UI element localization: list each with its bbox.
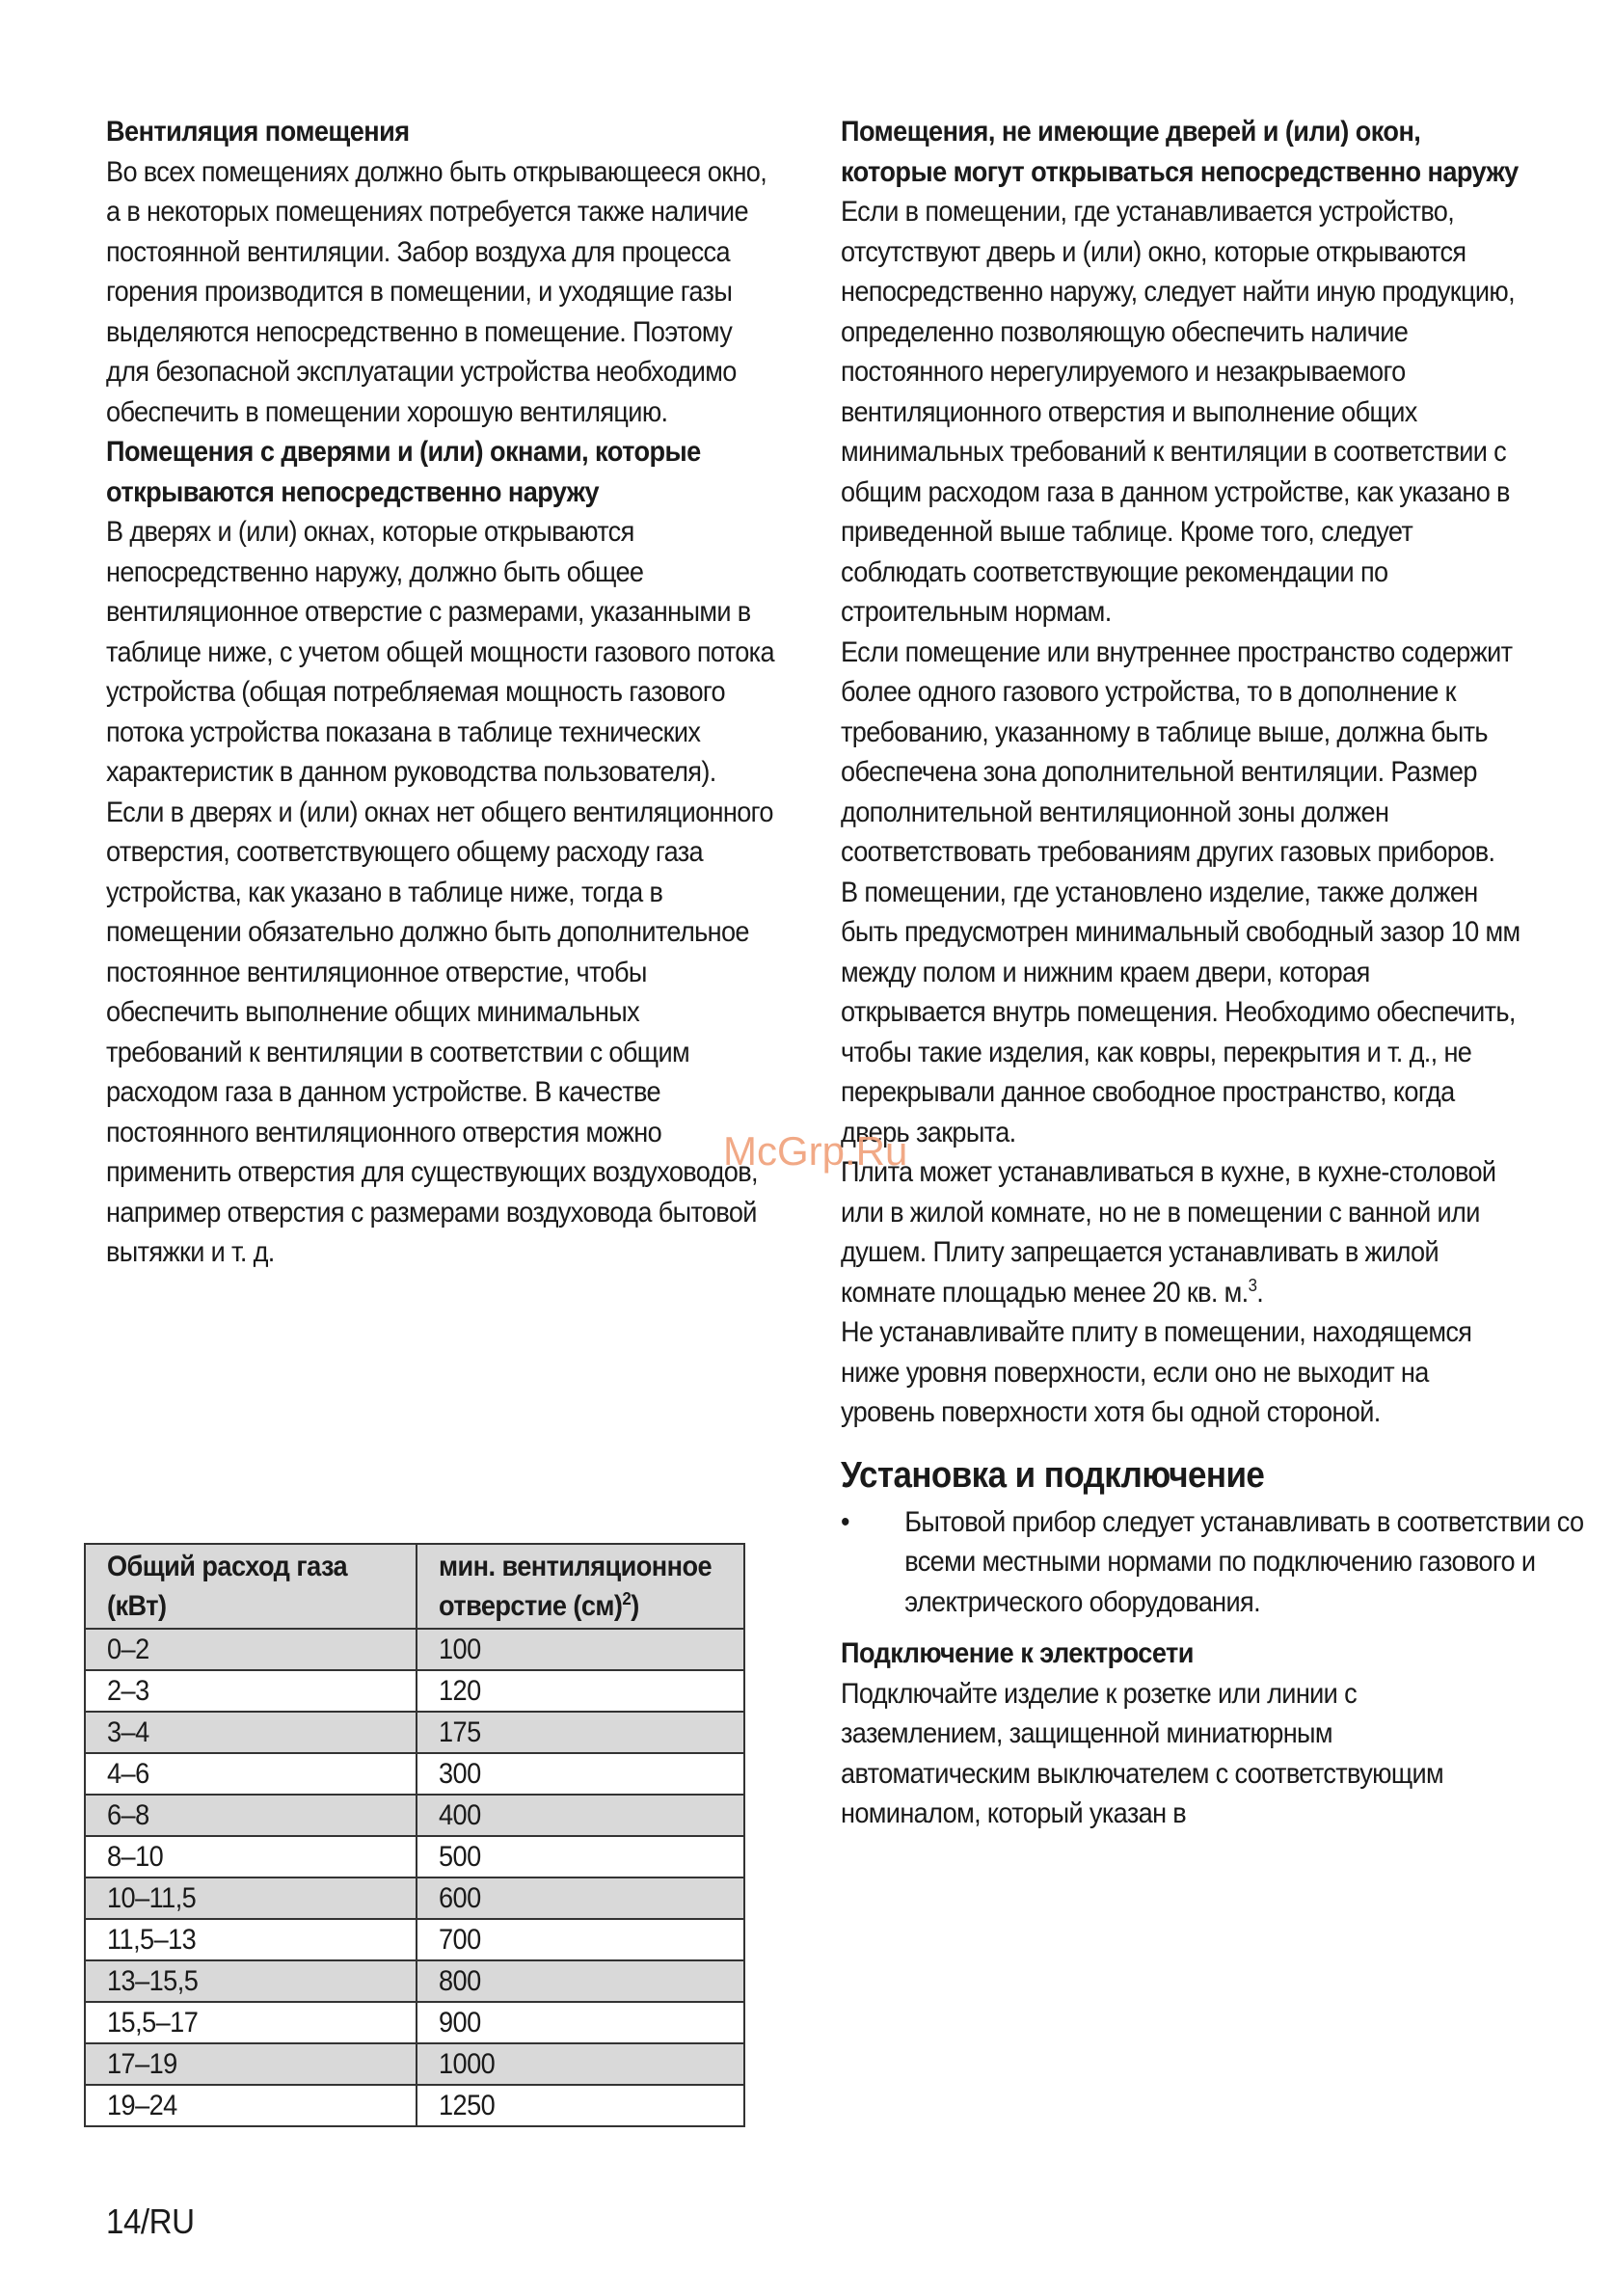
table-header-row xyxy=(85,1544,744,1629)
gas-consumption-cell: 19–24 xyxy=(85,2085,417,2126)
gas-consumption-cell: 8–10 xyxy=(85,1836,417,1877)
table-row xyxy=(85,1836,744,1877)
table-row xyxy=(85,1712,744,1753)
heading-electrical-connection: Подключение к электросети xyxy=(841,1637,1194,1669)
gas-consumption-cell: 10–11,5 xyxy=(85,1877,417,1919)
paragraph-door-gap: В помещении, где установлено изделие, также должен быть предусмотрен минимальный свободный зазор 10 мм между полом и нижним краем двери, которая открывается внутрь помещения. Необходимо обеспечить, чтобы такие изделия, как ковры, перекрытия и т. д., не перекрывали данное свободное пространство, когда дверь закрыта. xyxy=(841,876,1520,1148)
gas-consumption-cell: 6–8 xyxy=(85,1795,417,1836)
vent-opening-cell: 175 xyxy=(417,1712,744,1753)
vent-opening-cell: 1000 xyxy=(417,2043,744,2085)
ventilation-table xyxy=(84,1543,745,2127)
gas-consumption-cell: 3–4 xyxy=(85,1712,417,1753)
vent-opening-cell: 900 xyxy=(417,2002,744,2043)
table-row xyxy=(85,2002,744,2043)
gas-consumption-cell: 11,5–13 xyxy=(85,1919,417,1960)
vent-opening-cell: 100 xyxy=(417,1629,744,1670)
bullet-icon: • xyxy=(841,1505,849,1538)
vent-opening-cell: 1250 xyxy=(417,2085,744,2126)
paragraph-rooms-without-doors-windows: Если в помещении, где устанавливается устройство, отсутствуют дверь и (или) окно, которые открываются непосредственно наружу, следует найти иную продукцию, определенно позволяющую обеспечить наличие постоянного нерегулируемого и незакрываемого вентиляционного отверстия и выполнение общих минимальных требований к вентиляции в соответствии с общим расходом газа в данном устройстве, как указано в приведенной выше таблице. Кроме того, следует соблюдать соответствующие рекомендации по строительным нормам. xyxy=(841,196,1516,628)
watermark-logo: McGrp.Ru xyxy=(723,1128,908,1174)
heading-room-ventilation: Вентиляция помещения xyxy=(106,116,410,148)
heading-rooms-without-doors-windows: Помещения, не имеющие дверей и (или) окон, которые могут открываться непосредственно наружу xyxy=(841,116,1519,188)
paragraph-ventilation-intro: Во всех помещениях должно быть открывающееся окно, а в некоторых помещениях потребуется также наличие постоянной вентиляции. Забор воздуха для процесса горения производится в помещении, и уходящие газы выделяются непосредственно в помещение. Поэтому для безопасной эксплуатации устройства необходимо обеспечить в помещении хорошую вентиляцию. xyxy=(106,155,767,428)
section-title-installation: Установка и подключение xyxy=(841,1454,1265,1496)
right-column xyxy=(841,112,1584,1834)
vent-opening-cell: 500 xyxy=(417,1836,744,1877)
gas-consumption-cell: 0–2 xyxy=(85,1629,417,1670)
list-item xyxy=(841,1502,1585,1623)
table-row xyxy=(85,1877,744,1919)
table-row xyxy=(85,2085,744,2126)
paragraph-rooms-with-doors-windows: В дверях и (или) окнах, которые открываются непосредственно наружу, должно быть общее вентиляционное отверстие с размерами, указанными в таблице ниже, с учетом общей мощности газового потока устройства (общая потребляемая мощность газового потока устройства показана в таблице технических характеристик в данном руководства пользователя). Если в дверях и (или) окнах нет общего вентиляционного отверстия, соответствующего общему расходу газа устройства, как указано в таблице ниже, тогда в помещении обязательно должно быть дополнительное постоянное вентиляционное отверстие, чтобы обеспечить выполнение общих минимальных требований к вентиляции в соответствии с общим расходом газа в данном устройстве. В качестве постоянного вентиляционного отверстия можно применить отверстия для существующих воздуховодов, например отверстия с размерами воздуховода бытовой вытяжки и т. д. xyxy=(106,516,774,1268)
gas-consumption-cell: 4–6 xyxy=(85,1753,417,1795)
table-header-min-vent-opening: мин. вентиляционное отверстие (см)$^2$) xyxy=(417,1544,744,1629)
table-header-gas-consumption: Общий расход газа (кВт) xyxy=(85,1544,417,1629)
bullet-text: Бытовой прибор следует устанавливать в соответствии со всеми местными нормами по подключению газового и электрического оборудования. xyxy=(904,1505,1584,1618)
left-column xyxy=(106,112,781,1273)
paragraph-below-ground: Не устанавливайте плиту в помещении, находящемся ниже уровня поверхности, если оно не выходит на уровень поверхности хотя бы одной стороной. xyxy=(841,1316,1472,1428)
table-body xyxy=(85,1629,744,2126)
table-row xyxy=(85,1670,744,1712)
table-row xyxy=(85,1919,744,1960)
vent-opening-cell: 700 xyxy=(417,1919,744,1960)
paragraph-placement-rooms: Плита может устанавливаться в кухне, в кухне-столовой или в жилой комнате, но не в помещении с ванной или душем. Плиту запрещается устанавливать в жилой комнате площадью менее 20 кв. м.$^3$. xyxy=(841,1156,1496,1309)
paragraph-multiple-gas-devices: Если помещение или внутреннее пространство содержит более одного газового устройства, то в дополнение к требованию, указанному в таблице выше, должна быть обеспечена зона дополнительной вентиляции. Размер дополнительной вентиляционной зоны должен соответствовать требованиям других газовых приборов. xyxy=(841,635,1513,868)
vent-opening-cell: 400 xyxy=(417,1795,744,1836)
vent-opening-cell: 300 xyxy=(417,1753,744,1795)
table-row xyxy=(85,1795,744,1836)
page-number: 14/RU xyxy=(106,2201,195,2241)
table-row xyxy=(85,2043,744,2085)
gas-consumption-cell: 17–19 xyxy=(85,2043,417,2085)
table-row xyxy=(85,1629,744,1670)
gas-consumption-cell: 13–15,5 xyxy=(85,1960,417,2002)
table-row xyxy=(85,1960,744,2002)
vent-opening-cell: 800 xyxy=(417,1960,744,2002)
vent-opening-cell: 600 xyxy=(417,1877,744,1919)
paragraph-electrical-connection: Подключайте изделие к розетке или линии с заземлением, защищенной миниатюрным автоматическим выключателем с соответствующим номиналом, который указан в xyxy=(841,1677,1444,1829)
gas-consumption-cell: 15,5–17 xyxy=(85,2002,417,2043)
heading-rooms-with-doors-windows: Помещения с дверями и (или) окнами, которые открываются непосредственно наружу xyxy=(106,436,701,508)
gas-consumption-cell: 2–3 xyxy=(85,1670,417,1712)
table-row xyxy=(85,1753,744,1795)
vent-opening-cell: 120 xyxy=(417,1670,744,1712)
